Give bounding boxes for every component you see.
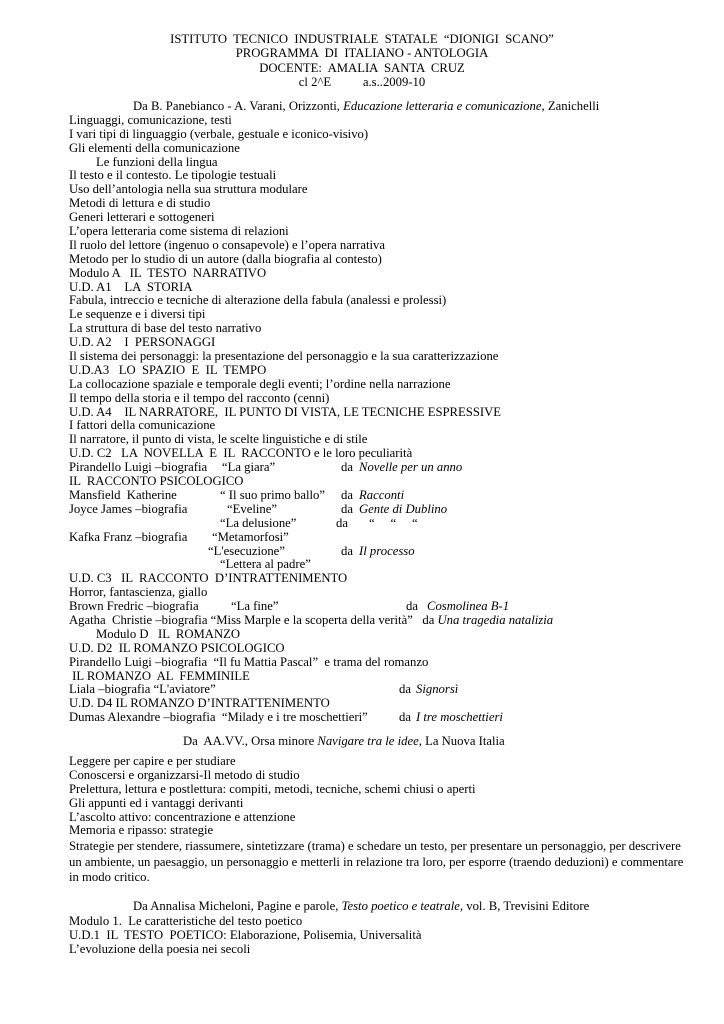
reading-entry: Pirandello Luigi –biografia “Il fu Mattia Pascal” e trama del romanzo	[69, 654, 429, 669]
reading-entry: “L'esecuzione” da Il processo	[208, 543, 415, 558]
list-item: Linguaggi, comunicazione, testi	[69, 112, 232, 127]
reading-entry: Kafka Franz –biografia “Metamorfosi”	[69, 529, 289, 544]
list-item: I fattori della comunicazione	[69, 418, 216, 433]
section-heading: IL ROMANZO AL FEMMINILE	[69, 668, 250, 683]
strategies-paragraph: Strategie per stendere, riassumere, sintetizzare (trama) e schedare un testo, per presentare un personaggio, per descrivere un ambiente, un paesaggio, un personaggio e metterli in relazione tra loro, per esporre (traendo deduzioni) e commentare in modo critico.	[69, 839, 684, 885]
unit-heading: U.D.1 IL TESTO POETICO: Elaborazione, Polisemia, Universalità	[69, 928, 422, 943]
unit-heading: U.D. C3 IL RACCONTO D’INTRATTENIMENTO	[69, 571, 348, 586]
reading-entry: Pirandello Luigi –biografia “La giara” da Novelle per un anno	[69, 460, 463, 475]
list-item: Gli elementi della comunicazione	[69, 140, 240, 155]
unit-heading: U.D. A1 LA STORIA	[69, 279, 193, 294]
module-heading: Modulo A IL TESTO NARRATIVO	[69, 265, 267, 280]
list-item: Generi letterari e sottogeneri	[69, 210, 215, 225]
list-item: Gli appunti ed i vantaggi derivanti	[69, 795, 244, 810]
unit-heading: U.D. A2 I PERSONAGGI	[69, 335, 216, 350]
reading-entry: Mansfield Katherine “ Il suo primo ballo” da Racconti	[69, 487, 405, 502]
document-header	[0, 32, 724, 90]
reading-entry: Dumas Alexandre –biografia “Milady e i tre moschettieri” da I tre moschettieri	[69, 710, 503, 725]
list-item: La struttura di base del testo narrativo	[69, 321, 262, 336]
unit-heading: U.D. D2 IL ROMANZO PSICOLOGICO	[69, 640, 285, 655]
list-item: Leggere per capire e per studiare	[69, 753, 236, 768]
unit-heading: U.D. A4 IL NARRATORE, IL PUNTO DI VISTA, LE TECNICHE ESPRESSIVE	[69, 404, 502, 419]
list-item: Il narratore, il punto di vista, le scelte linguistiche e di stile	[69, 432, 368, 447]
module-heading: Modulo 1. Le caratteristiche del testo poetico	[69, 914, 303, 929]
list-item: Memoria e ripasso: strategie	[69, 823, 214, 838]
list-item: Le funzioni della lingua	[96, 154, 218, 169]
list-item: L’ascolto attivo: concentrazione e attenzione	[69, 809, 296, 824]
program-title: PROGRAMMA DI ITALIANO - ANTOLOGIA	[235, 46, 489, 61]
reading-entry: “Lettera al padre”	[220, 557, 311, 572]
textbook-reference: Da Annalisa Micheloni, Pagine e parole, Testo poetico e teatrale, vol. B, Trevisini Editore	[133, 898, 590, 913]
class-year: cl 2^E a.s..2009-10	[298, 75, 426, 90]
list-item: Uso dell’antologia nella sua struttura modulare	[69, 182, 308, 197]
list-item: Le sequenze e i diversi tipi	[69, 307, 206, 322]
reading-entry: Brown Fredric –biografia “La fine” da Cosmolinea B-1	[69, 599, 510, 614]
list-item: L’opera letteraria come sistema di relazioni	[69, 224, 289, 239]
list-item: Il sistema dei personaggi: la presentazione del personaggio e la sua caratterizzazione	[69, 349, 499, 364]
document-body	[69, 100, 689, 957]
list-item: Metodo per lo studio di un autore (dalla biografia al contesto)	[69, 251, 382, 266]
list-item: Fabula, intreccio e tecniche di alterazione della fabula (analessi e prolessi)	[69, 293, 447, 308]
list-item: Il tempo della storia e il tempo del racconto (cenni)	[69, 390, 330, 405]
textbook-reference: Da AA.VV., Orsa minore Navigare tra le idee, La Nuova Italia	[183, 734, 505, 749]
section-heading: IL RACCONTO PSICOLOGICO	[69, 474, 244, 489]
list-item: Conoscersi e organizzarsi-Il metodo di studio	[69, 767, 300, 782]
list-item: Il ruolo del lettore (ingenuo o consapevole) e l’opera narrativa	[69, 237, 385, 252]
reading-entry: Joyce James –biografia “Eveline” da Gente di Dublino	[69, 501, 448, 516]
unit-heading: U.D. C2 LA NOVELLA E IL RACCONTO e le loro peculiarità	[69, 446, 413, 461]
reading-entry: “La delusione” da “ “ “	[220, 515, 418, 530]
reading-entry: Agatha Christie –biografia “Miss Marple e la scoperta della verità” da Una tragedia natalizia	[69, 612, 554, 627]
module-heading: Modulo D IL ROMANZO	[96, 626, 241, 641]
list-item: Il testo e il contesto. Le tipologie testuali	[69, 168, 277, 183]
list-item: Prelettura, lettura e postlettura: compiti, metodi, tecniche, schemi chiusi o aperti	[69, 781, 476, 796]
list-item: La collocazione spaziale e temporale degli eventi; l’ordine nella narrazione	[69, 376, 451, 391]
reading-entry: Liala –biografia “L'aviatore” da Signorsì	[69, 682, 459, 697]
list-item: Horror, fantascienza, giallo	[69, 585, 208, 600]
list-item: I vari tipi di linguaggio (verbale, gestuale e iconico-visivo)	[69, 126, 369, 141]
list-item: L’evoluzione della poesia nei secoli	[69, 942, 251, 957]
list-item: Metodi di lettura e di studio	[69, 196, 211, 211]
unit-heading: U.D.A3 LO SPAZIO E IL TEMPO	[69, 362, 267, 377]
school-name: ISTITUTO TECNICO INDUSTRIALE STATALE “DIONIGI SCANO”	[170, 32, 554, 46]
textbook-reference: Da B. Panebianco - A. Varani, Orizzonti, Educazione letteraria e comunicazione, Zanichelli	[133, 99, 600, 113]
teacher-name: DOCENTE: AMALIA SANTA CRUZ	[259, 60, 465, 75]
unit-heading: U.D. D4 IL ROMANZO D’INTRATTENIMENTO	[69, 696, 330, 711]
